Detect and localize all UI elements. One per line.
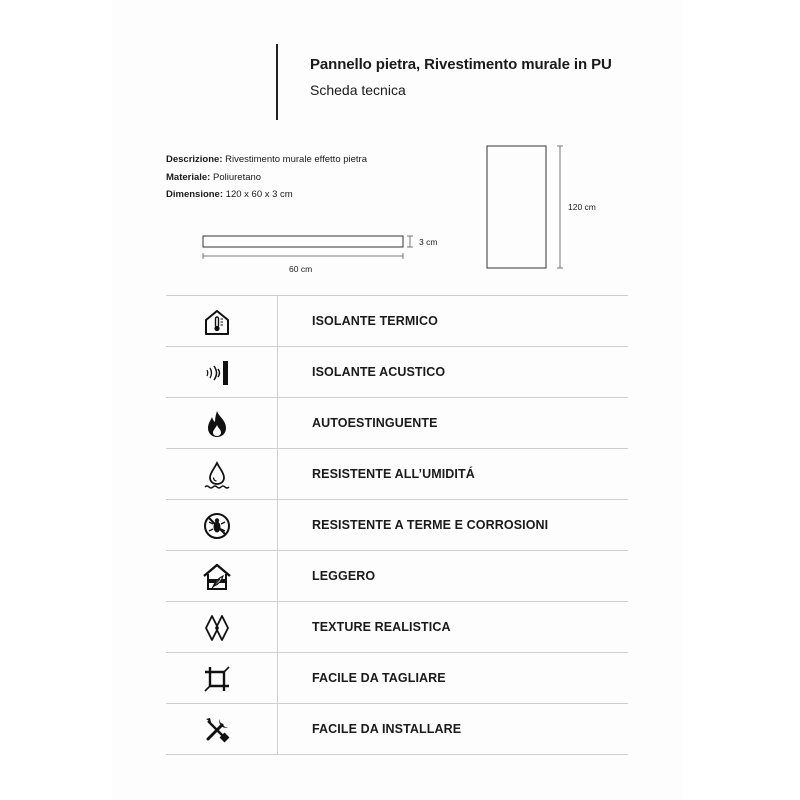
spec-value: 120 x 60 x 3 cm	[223, 189, 293, 200]
tools-icon	[202, 715, 232, 745]
spec-value: Poliuretano	[210, 172, 262, 183]
feature-row	[166, 449, 628, 500]
feature-row	[166, 347, 628, 398]
height-dimension-line	[557, 146, 563, 268]
feature-label: FACILE DA INSTALLARE	[312, 722, 462, 736]
water-drop-icon	[202, 460, 232, 490]
panel-side-view	[203, 236, 403, 247]
feature-label: ISOLANTE ACUSTICO	[312, 365, 446, 379]
feature-label: ISOLANTE TERMICO	[312, 314, 438, 328]
width-dimension-line	[203, 253, 403, 259]
feature-label: RESISTENTE ALL’UMIDITÁ	[312, 467, 475, 481]
panel-front-view	[487, 146, 546, 268]
diamond-texture-icon	[202, 613, 232, 643]
spec-value: Rivestimento murale effetto pietra	[222, 154, 368, 165]
page-title: Pannello pietra, Rivestimento murale in PU	[310, 56, 612, 73]
page-subtitle: Scheda tecnica	[310, 82, 406, 98]
feature-label: RESISTENTE A TERME E CORROSIONI	[312, 518, 549, 532]
no-insect-icon	[202, 511, 232, 541]
crop-icon	[202, 664, 232, 694]
feature-row	[166, 500, 628, 551]
feature-label: FACILE DA TAGLIARE	[312, 671, 446, 685]
spec-key: Materiale:	[166, 172, 211, 183]
dimension-drawings	[0, 0, 800, 300]
feature-row	[166, 398, 628, 449]
thickness-label: 3 cm	[419, 237, 438, 247]
feather-house-icon	[202, 562, 232, 592]
feature-label: TEXTURE REALISTICA	[312, 620, 451, 634]
spec-key: Dimensione:	[166, 189, 224, 200]
flame-icon	[202, 409, 232, 439]
feature-row	[166, 551, 628, 602]
thickness-dimension-line	[407, 236, 413, 247]
sound-wall-icon	[202, 358, 232, 388]
height-label: 120 cm	[568, 202, 596, 212]
feature-label: LEGGERO	[312, 569, 376, 583]
feature-row	[166, 602, 628, 653]
width-label: 60 cm	[289, 264, 313, 274]
feature-row	[166, 653, 628, 704]
feature-row	[166, 296, 628, 347]
feature-row	[166, 704, 628, 755]
feature-label: AUTOESTINGUENTE	[312, 416, 438, 430]
thermal-house-icon	[202, 307, 232, 337]
spec-key: Descrizione:	[166, 154, 223, 165]
